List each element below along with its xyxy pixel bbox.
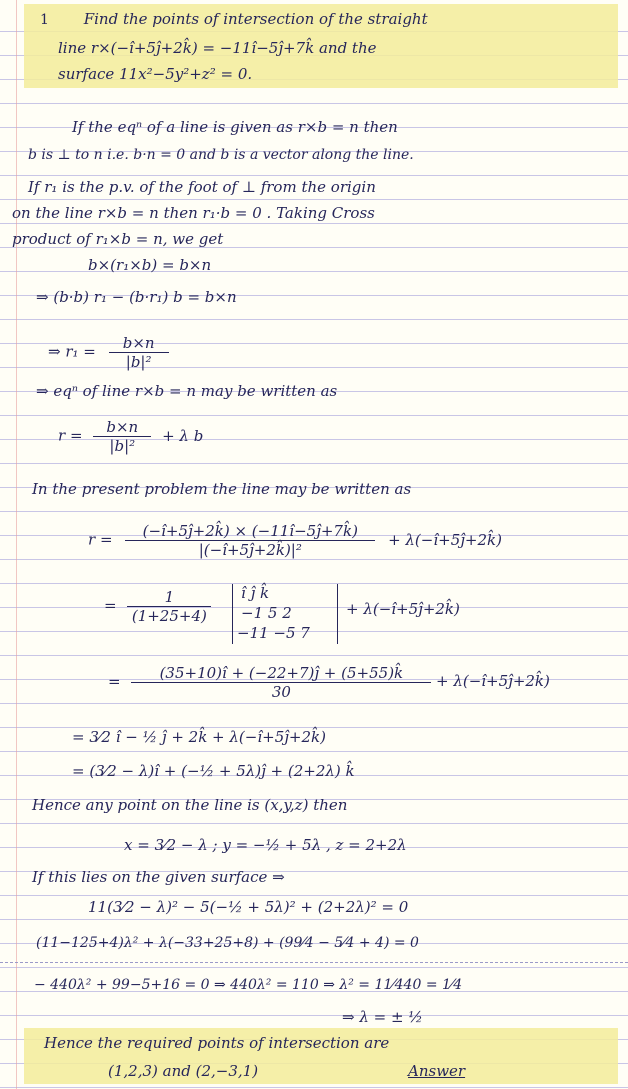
equation-5-lhs: r = bbox=[58, 426, 83, 445]
theory-line-2: b is ⊥ to n i.e. b·n = 0 and b is a vector along the line. bbox=[28, 147, 414, 163]
question-text-1: Find the points of intersection of the straight bbox=[83, 10, 428, 28]
solution-2-denominator: |(−î+5ĵ+2k̂)|² bbox=[125, 540, 375, 559]
determinant-row-2: −1 5 2 bbox=[241, 604, 292, 622]
question-number: 1 bbox=[40, 12, 49, 28]
answer-label: Answer bbox=[408, 1062, 466, 1080]
solution-line-3 bbox=[104, 588, 211, 625]
solution-3-denominator: (1+25+4) bbox=[127, 606, 211, 625]
solution-line-9: If this lies on the given surface ⇒ bbox=[32, 868, 285, 886]
equation-2: ⇒ (b·b) r₁ − (b·r₁) b = b×n bbox=[36, 288, 237, 306]
solution-line-13: ⇒ λ = ± ½ bbox=[342, 1008, 423, 1026]
solution-line-10: 11(3⁄2 − λ)² − 5(−½ + 5λ)² + (2+2λ)² = 0 bbox=[88, 898, 409, 916]
theory-line-3: If r₁ is the p.v. of the foot of ⊥ from the origin bbox=[28, 178, 376, 196]
equation-5 bbox=[58, 418, 203, 455]
solution-4-rhs: + λ(−î+5ĵ+2k̂) bbox=[436, 672, 550, 690]
theory-line-5: product of r₁×b = n, we get bbox=[12, 230, 224, 248]
question-line-2: line r×(−î+5ĵ+2k̂) = −11î−5ĵ+7k̂ and the bbox=[58, 39, 377, 57]
solution-4-numerator: (35+10)î + (−22+7)ĵ + (5+55)k̂ bbox=[159, 664, 404, 682]
solution-3-rhs: + λ(−î+5ĵ+2k̂) bbox=[346, 600, 460, 618]
solution-line-6: = (3⁄2 − λ)î + (−½ + 5λ)ĵ + (2+2λ) k̂ bbox=[72, 762, 355, 780]
equation-1: b×(r₁×b) = b×n bbox=[88, 256, 212, 274]
determinant-row-3: −11 −5 7 bbox=[237, 624, 310, 642]
solution-line-12: − 440λ² + 99−5+16 = 0 ⇒ 440λ² = 110 ⇒ λ² = 11⁄440 = 1⁄4 bbox=[34, 977, 463, 993]
solution-line-4 bbox=[108, 664, 431, 701]
solution-3-numerator: 1 bbox=[164, 588, 175, 606]
solution-2-numerator: (−î+5ĵ+2k̂) × (−11î−5ĵ+7k̂) bbox=[142, 522, 358, 540]
solution-line-7: Hence any point on the line is (x,y,z) then bbox=[32, 796, 348, 814]
equation-5-rhs: + λ b bbox=[162, 426, 204, 445]
equation-3-numerator: b×n bbox=[122, 334, 155, 352]
conclusion-line: Hence the required points of intersection are bbox=[44, 1034, 390, 1052]
margin-line bbox=[16, 0, 17, 1089]
solution-line-2 bbox=[88, 522, 502, 559]
final-points: (1,2,3) and (2,−3,1) bbox=[108, 1062, 259, 1080]
solution-3-equals: = bbox=[104, 596, 117, 615]
solution-4-denominator: 30 bbox=[131, 682, 431, 701]
equation-3-denominator: |b|² bbox=[109, 352, 169, 371]
solution-intro: In the present problem the line may be written as bbox=[32, 480, 412, 498]
determinant-row-1: î ĵ k̂ bbox=[241, 584, 270, 602]
equation-3-lhs: ⇒ r₁ = bbox=[48, 342, 96, 361]
solution-4-equals: = bbox=[108, 672, 121, 691]
solution-2-rhs: + λ(−î+5ĵ+2k̂) bbox=[388, 530, 502, 549]
equation-5-denominator: |b|² bbox=[93, 436, 151, 455]
solution-line-11: (11−125+4)λ² + λ(−33+25+8) + (99⁄4 − 5⁄4 + 4) = 0 bbox=[36, 935, 419, 951]
question-line-3: surface 11x²−5y²+z² = 0. bbox=[58, 65, 253, 83]
solution-line-5: = 3⁄2 î − ½ ĵ + 2k̂ + λ(−î+5ĵ+2k̂) bbox=[72, 728, 326, 746]
equation-5-numerator: b×n bbox=[106, 418, 139, 436]
separator-line bbox=[0, 962, 628, 969]
solution-line-8: x = 3⁄2 − λ ; y = −½ + 5λ , z = 2+2λ bbox=[124, 836, 407, 854]
theory-line-1: If the eqⁿ of a line is given as r×b = n then bbox=[72, 118, 398, 136]
theory-line-4: on the line r×b = n then r₁·b = 0 . Taking Cross bbox=[12, 204, 375, 222]
solution-2-lhs: r = bbox=[88, 530, 113, 549]
question-line-1 bbox=[40, 10, 428, 29]
equation-4: ⇒ eqⁿ of line r×b = n may be written as bbox=[36, 382, 338, 400]
equation-3 bbox=[48, 334, 169, 371]
determinant bbox=[232, 584, 338, 644]
